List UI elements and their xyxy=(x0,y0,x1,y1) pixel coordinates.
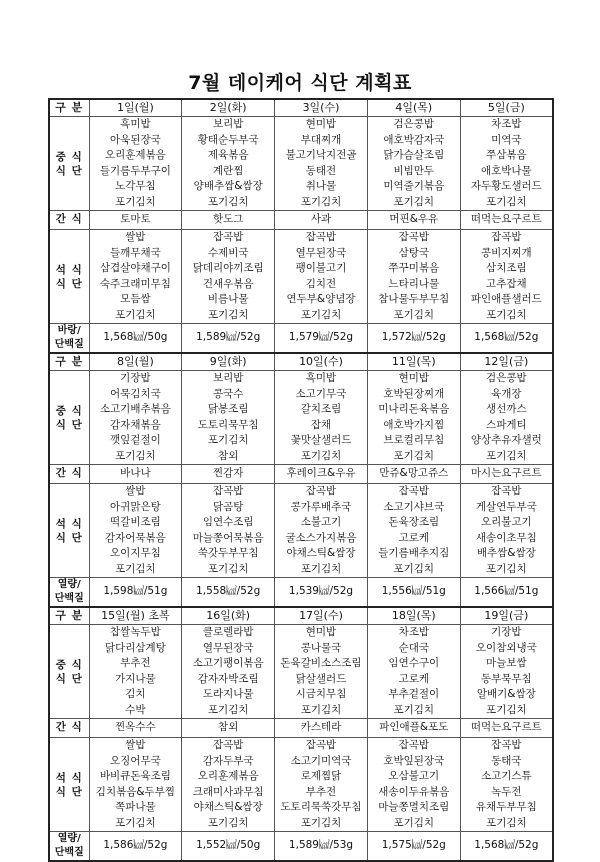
menu-item: 느타리나물 xyxy=(388,277,440,290)
menu-item: 고추잡채 xyxy=(486,277,527,290)
menu-item: 시금치무침 xyxy=(295,688,347,700)
menu-item: 마늘보쌈 xyxy=(486,657,527,669)
menu-item: 도토리묵무침 xyxy=(197,418,259,431)
menu-item: 오삼불고기 xyxy=(388,770,440,782)
snack-cell: 떠먹는요구르트 xyxy=(460,211,553,230)
snack-cell: 카스테라 xyxy=(275,719,368,738)
lunch-cell xyxy=(182,371,275,465)
menu-item: 콩국수 xyxy=(212,387,244,400)
menu-item: 콩가루배추국 xyxy=(290,500,352,513)
menu-item: 들기름배추지짐 xyxy=(378,547,450,559)
dinner-cell xyxy=(460,738,553,832)
menu-item: 스파게티 xyxy=(486,418,527,431)
snack-cell: 참외 xyxy=(182,719,275,738)
menu-item: 포기김치 xyxy=(115,562,156,575)
calorie-protein-cell: 1,589㎉/52g xyxy=(182,324,275,354)
menu-item: 돈육장조림 xyxy=(388,516,440,528)
dinner-cell xyxy=(89,230,182,324)
menu-item: 자두황도샐러드 xyxy=(470,180,542,192)
lunch-row xyxy=(49,371,553,465)
calorie-protein-cell: 1,575㎉/52g xyxy=(367,832,460,862)
dinner-label: 석 식 식 단 xyxy=(49,484,89,578)
lunch-cell xyxy=(367,117,460,211)
day-header: 9일(화) xyxy=(182,353,275,371)
menu-item: 잡곡밥 xyxy=(212,231,244,243)
menu-item: 포기김치 xyxy=(115,449,156,462)
menu-item: 순대국 xyxy=(398,641,429,654)
lunch-cell xyxy=(275,625,368,719)
menu-item: 어묵김치국 xyxy=(110,387,161,400)
dinner-cell xyxy=(367,230,460,324)
calorie-protein-cell: 1,568㎉/52g xyxy=(460,832,553,862)
snack-row xyxy=(49,211,553,230)
snack-cell: 떠먹는요구르트 xyxy=(460,719,553,738)
dinner-cell xyxy=(182,230,275,324)
snack-cell: 마시는요구르트 xyxy=(460,465,553,484)
day-header: 10일(수) xyxy=(275,353,368,371)
dinner-row xyxy=(49,738,553,832)
snack-cell: 찐감자 xyxy=(182,465,275,484)
menu-item: 들깨무채국 xyxy=(110,246,161,259)
lunch-cell xyxy=(460,625,553,719)
menu-item: 임연수조림 xyxy=(202,516,254,528)
menu-item: 기장밥 xyxy=(491,626,522,638)
snack-label: 간 식 xyxy=(49,211,89,230)
menu-item: 비빔만두 xyxy=(393,164,435,177)
menu-item: 잡곡밥 xyxy=(398,739,429,751)
menu-item: 부추겉절이 xyxy=(388,688,440,700)
menu-item: 쭈삼볶음 xyxy=(486,149,527,161)
menu-item: 육개장 xyxy=(491,387,522,400)
menu-item: 잡곡밥 xyxy=(398,485,429,497)
menu-item: 애호박나물 xyxy=(480,164,532,177)
menu-item: 포기김치 xyxy=(300,449,342,462)
menu-item: 기장밥 xyxy=(120,372,151,384)
menu-item: 알배기&쌈장 xyxy=(476,688,536,700)
menu-item: 포기김치 xyxy=(115,308,156,321)
menu-item: 차조밥 xyxy=(398,626,429,638)
menu-item: 포기김치 xyxy=(300,308,342,321)
day-header-row xyxy=(49,99,553,117)
lunch-row xyxy=(49,625,553,719)
menu-item: 닭곰탕 xyxy=(212,500,244,513)
menu-item: 로제찜닭 xyxy=(300,770,342,782)
menu-item: 마늘쫑어묵볶음 xyxy=(192,531,264,544)
menu-item: 포기김치 xyxy=(393,816,435,829)
menu-item: 삼탕국 xyxy=(398,246,429,259)
menu-item: 포기김치 xyxy=(300,562,342,575)
snack-cell: 핫도그 xyxy=(182,211,275,230)
menu-item: 크래미사과무침 xyxy=(192,785,264,798)
menu-item: 쌀밥 xyxy=(125,739,146,751)
menu-item: 잡곡밥 xyxy=(212,485,244,497)
menu-item: 새송이초무침 xyxy=(475,531,537,544)
menu-item: 포기김치 xyxy=(300,703,342,716)
menu-item: 돈육갈비소스조림 xyxy=(280,657,362,669)
menu-item: 들기름두부구이 xyxy=(99,164,171,177)
snack-cell: 사과 xyxy=(275,211,368,230)
lunch-cell xyxy=(367,625,460,719)
menu-item: 보리밥 xyxy=(212,372,244,384)
calorie-protein-cell: 1,598㎉/51g xyxy=(89,578,182,608)
snack-cell: 머핀&우유 xyxy=(367,211,460,230)
menu-item: 검은콩밥 xyxy=(393,118,435,130)
menu-item: 동태전 xyxy=(305,164,337,177)
menu-item: 닭데리야끼조림 xyxy=(192,262,264,274)
menu-item: 열무된장국 xyxy=(202,641,254,654)
calorie-protein-cell: 1,572㎉/52g xyxy=(367,324,460,354)
menu-item: 포기김치 xyxy=(486,562,527,575)
menu-item: 잡곡밥 xyxy=(212,739,244,751)
lunch-cell xyxy=(367,371,460,465)
calorie-protein-cell: 1,568㎉/50g xyxy=(89,324,182,354)
menu-item: 잡곡밥 xyxy=(491,231,522,243)
division-label: 구 분 xyxy=(49,607,89,625)
menu-item: 새송이두유볶음 xyxy=(378,785,450,798)
menu-item: 가지나물 xyxy=(115,672,156,685)
menu-item: 마늘쫑멸치조림 xyxy=(378,801,450,813)
menu-item: 닭가슴살조림 xyxy=(383,149,445,161)
menu-item: 잡곡밥 xyxy=(305,485,337,497)
menu-item: 양상추유자샐럿 xyxy=(470,434,542,446)
lunch-cell xyxy=(275,117,368,211)
menu-item: 쭈꾸미볶음 xyxy=(388,262,440,274)
lunch-cell xyxy=(89,117,182,211)
menu-item: 현미밥 xyxy=(305,118,337,130)
menu-item: 흑미밥 xyxy=(120,118,151,130)
menu-item: 취나물 xyxy=(305,180,337,192)
menu-item: 게살연두부국 xyxy=(475,500,537,513)
division-label: 구 분 xyxy=(49,353,89,371)
calorie-protein-cell: 1,558㎉/52g xyxy=(182,578,275,608)
menu-item: 황태순두부국 xyxy=(197,133,259,146)
menu-item: 차조밥 xyxy=(491,118,522,130)
menu-item: 김치볶음&두부찜 xyxy=(95,785,175,798)
menu-item: 오이참외냉국 xyxy=(475,641,537,654)
menu-item: 수박 xyxy=(125,703,146,716)
menu-item: 아욱된장국 xyxy=(110,133,161,146)
menu-item: 연두부&양념장 xyxy=(286,293,356,305)
calorie-protein-cell: 1,556㎉/51g xyxy=(367,578,460,608)
menu-item: 꽃맛살샐러드 xyxy=(290,434,352,446)
menu-item: 굴소스가지볶음 xyxy=(285,531,357,544)
menu-item: 삼겹살야채구이 xyxy=(99,262,171,274)
menu-item: 제육볶음 xyxy=(207,149,249,161)
menu-item: 닭다리삼계탕 xyxy=(104,641,166,654)
menu-item: 현미밥 xyxy=(305,626,337,638)
menu-item: 유채두부무침 xyxy=(475,801,537,813)
menu-item: 잡곡밥 xyxy=(305,739,337,751)
calorie-protein-cell: 1,589㎉/53g xyxy=(275,832,368,862)
lunch-cell xyxy=(460,117,553,211)
menu-item: 미나리돈육볶음 xyxy=(378,403,450,415)
menu-item: 김치 xyxy=(125,688,146,700)
snack-row xyxy=(49,719,553,738)
menu-item: 소고기배추볶음 xyxy=(99,403,171,415)
calorie-protein-cell: 1,552㎉/50g xyxy=(182,832,275,862)
calorie-protein-cell: 1,586㎉/52g xyxy=(89,832,182,862)
menu-item: 소불고기 xyxy=(300,516,342,528)
calorie-protein-label: 열량/ 단백질 xyxy=(49,578,89,608)
menu-item: 오징어무국 xyxy=(110,754,161,767)
menu-item: 포기김치 xyxy=(300,195,342,208)
menu-item: 잡채 xyxy=(310,418,332,431)
calorie-protein-row xyxy=(49,324,553,354)
menu-item: 야채스틱&쌈장 xyxy=(193,801,263,813)
menu-item: 팽이불고기 xyxy=(295,262,347,274)
calorie-protein-row xyxy=(49,578,553,608)
day-header: 1일(월) xyxy=(89,99,182,117)
menu-item: 깻잎겉절이 xyxy=(110,434,161,446)
day-header: 17일(수) xyxy=(275,607,368,625)
menu-item: 쑥갓두부무침 xyxy=(197,547,259,559)
menu-item: 참외 xyxy=(218,449,239,462)
menu-item: 검은콩밥 xyxy=(486,372,527,384)
menu-item: 잡곡밥 xyxy=(491,739,522,751)
menu-item: 참나물두부무침 xyxy=(378,293,450,305)
menu-item: 비름나물 xyxy=(207,293,249,305)
lunch-cell xyxy=(89,371,182,465)
calorie-protein-cell: 1,539㎉/52g xyxy=(275,578,368,608)
menu-item: 동태국 xyxy=(491,754,522,767)
day-header: 5일(금) xyxy=(460,99,553,117)
menu-item: 소고기스튜 xyxy=(480,770,532,782)
day-header: 19일(금) xyxy=(460,607,553,625)
lunch-cell xyxy=(89,625,182,719)
calorie-protein-label: 열량/ 단백질 xyxy=(49,832,89,862)
lunch-cell xyxy=(182,117,275,211)
meal-plan-table xyxy=(48,98,554,862)
calorie-protein-cell: 1,566㎉/51g xyxy=(460,578,553,608)
dinner-cell xyxy=(182,484,275,578)
dinner-cell xyxy=(367,484,460,578)
menu-item: 포기김치 xyxy=(207,816,249,829)
day-header-row xyxy=(49,607,553,625)
snack-row xyxy=(49,465,553,484)
lunch-cell xyxy=(182,625,275,719)
menu-item: 오리훈제볶음 xyxy=(104,149,166,161)
calorie-protein-cell: 1,568㎉/52g xyxy=(460,324,553,354)
menu-item: 쌀밥 xyxy=(125,231,146,243)
menu-item: 야채스틱&쌈장 xyxy=(286,547,356,559)
menu-item: 포기김치 xyxy=(486,195,527,208)
menu-item: 소고기미역국 xyxy=(290,754,352,767)
menu-item: 임연수구이 xyxy=(388,657,440,669)
dinner-cell xyxy=(460,230,553,324)
lunch-cell xyxy=(275,371,368,465)
lunch-label: 중 식 식 단 xyxy=(49,371,89,465)
menu-item: 포기김치 xyxy=(115,195,156,208)
menu-item: 포기김치 xyxy=(393,308,435,321)
menu-item: 포기김치 xyxy=(300,816,342,829)
dinner-cell xyxy=(89,738,182,832)
menu-item: 포기김치 xyxy=(207,195,249,208)
dinner-cell xyxy=(182,738,275,832)
day-header: 8일(월) xyxy=(89,353,182,371)
menu-item: 포기김치 xyxy=(486,308,527,321)
menu-item: 감자어묵볶음 xyxy=(104,531,166,544)
menu-item: 애호박감자국 xyxy=(383,133,445,146)
menu-item: 감자채볶음 xyxy=(110,418,161,431)
menu-item: 포기김치 xyxy=(207,562,249,575)
menu-item: 포기김치 xyxy=(486,703,527,716)
menu-item: 포기김치 xyxy=(393,703,435,716)
day-header: 16일(화) xyxy=(182,607,275,625)
dinner-cell xyxy=(275,738,368,832)
menu-item: 모듬쌈 xyxy=(120,293,151,305)
day-header-row xyxy=(49,353,553,371)
day-header: 4일(목) xyxy=(367,99,460,117)
dinner-label: 석 식 식 단 xyxy=(49,738,89,832)
menu-item: 감자두부국 xyxy=(202,754,254,767)
calorie-protein-row xyxy=(49,832,553,862)
day-header: 15일(월) 초복 xyxy=(89,607,182,625)
menu-item: 오리훈제볶음 xyxy=(197,770,259,782)
lunch-row xyxy=(49,117,553,211)
menu-item: 포기김치 xyxy=(207,703,249,716)
snack-cell: 토마토 xyxy=(89,211,182,230)
menu-item: 열무된장국 xyxy=(295,246,347,259)
menu-item: 소고기팽이볶음 xyxy=(192,657,264,669)
day-header: 3일(수) xyxy=(275,99,368,117)
day-header: 12일(금) xyxy=(460,353,553,371)
menu-item: 바비큐돈육조림 xyxy=(99,770,171,782)
day-header: 2일(화) xyxy=(182,99,275,117)
snack-cell: 만쥬&망고쥬스 xyxy=(367,465,460,484)
dinner-row xyxy=(49,230,553,324)
menu-item: 미역줄기볶음 xyxy=(383,180,445,192)
dinner-cell xyxy=(460,484,553,578)
menu-item: 호박된장찌개 xyxy=(383,387,445,400)
menu-item: 포기김치 xyxy=(207,434,249,446)
menu-item: 소고기무국 xyxy=(295,387,347,400)
lunch-cell xyxy=(460,371,553,465)
menu-item: 생선까스 xyxy=(486,403,527,415)
menu-item: 아귀맑은탕 xyxy=(110,500,161,513)
menu-item: 잡곡밥 xyxy=(491,485,522,497)
menu-item: 갈치조림 xyxy=(300,403,342,415)
menu-item: 포기김치 xyxy=(207,308,249,321)
dinner-cell xyxy=(275,230,368,324)
menu-item: 양배추쌈&쌈장 xyxy=(193,180,263,192)
menu-item: 콩비지찌개 xyxy=(480,246,532,259)
snack-label: 간 식 xyxy=(49,465,89,484)
menu-item: 감자자박조림 xyxy=(197,672,259,685)
menu-item: 브로컬리무침 xyxy=(383,434,445,446)
menu-item: 도토리묵쑥갓무침 xyxy=(280,801,362,813)
dinner-cell xyxy=(367,738,460,832)
menu-item: 도라지나물 xyxy=(202,688,254,700)
menu-item: 파인애플샐러드 xyxy=(470,293,542,305)
menu-item: 부추전 xyxy=(120,657,151,669)
dinner-cell xyxy=(89,484,182,578)
menu-item: 건새우볶음 xyxy=(202,277,254,290)
menu-item: 김치전 xyxy=(305,277,337,290)
menu-item: 포기김치 xyxy=(115,816,156,829)
menu-item: 포기김치 xyxy=(486,816,527,829)
menu-item: 수제비국 xyxy=(207,246,249,259)
menu-item: 삼치조림 xyxy=(486,262,527,274)
menu-item: 떡갈비조림 xyxy=(110,516,161,528)
menu-item: 잡곡밥 xyxy=(305,231,337,243)
snack-cell: 후레이크&우유 xyxy=(275,465,368,484)
lunch-label: 중 식 식 단 xyxy=(49,625,89,719)
menu-item: 포기김치 xyxy=(393,449,435,462)
menu-item: 찹쌀녹두밥 xyxy=(110,626,161,638)
menu-item: 오리불고기 xyxy=(480,516,532,528)
menu-item: 현미밥 xyxy=(398,372,429,384)
menu-item: 미역국 xyxy=(491,133,522,146)
day-header: 11일(목) xyxy=(367,353,460,371)
menu-item: 노각무침 xyxy=(115,180,156,192)
menu-item: 콩나물국 xyxy=(300,641,342,654)
menu-item: 고로케 xyxy=(398,672,429,685)
snack-cell: 찐옥수수 xyxy=(89,719,182,738)
menu-item: 오이지무침 xyxy=(110,547,161,559)
menu-item: 숙주크래미무침 xyxy=(99,277,171,290)
menu-item: 불고기낙지전골 xyxy=(285,149,357,161)
snack-cell: 파인애플&포도 xyxy=(367,719,460,738)
menu-item: 계란찜 xyxy=(212,164,244,177)
menu-item: 포기김치 xyxy=(393,195,435,208)
calorie-protein-cell: 1,579㎉/52g xyxy=(275,324,368,354)
menu-item: 부대찌개 xyxy=(300,133,342,146)
snack-cell: 바나나 xyxy=(89,465,182,484)
menu-item: 녹두전 xyxy=(491,785,522,798)
menu-item: 흑미밥 xyxy=(305,372,337,384)
snack-label: 간 식 xyxy=(49,719,89,738)
menu-item: 고로케 xyxy=(398,531,429,544)
menu-item: 닭봉조림 xyxy=(207,403,249,415)
day-header: 18일(목) xyxy=(367,607,460,625)
menu-item: 배추쌈&쌈장 xyxy=(476,547,536,559)
menu-item: 잡곡밥 xyxy=(398,231,429,243)
menu-item: 쪽파나물 xyxy=(115,801,156,813)
dinner-label: 석 식 식 단 xyxy=(49,230,89,324)
dinner-cell xyxy=(275,484,368,578)
menu-item: 보리밥 xyxy=(212,118,244,130)
dinner-row xyxy=(49,484,553,578)
calorie-protein-label: 바랑/ 단백질 xyxy=(49,324,89,354)
menu-item: 포기김치 xyxy=(393,562,435,575)
menu-item: 소고기샤브국 xyxy=(383,500,445,513)
menu-item: 동부묵무침 xyxy=(480,672,532,685)
menu-item: 호박잎된장국 xyxy=(383,754,445,767)
menu-item: 닭살샐러드 xyxy=(295,672,347,685)
menu-item: 쌀밥 xyxy=(125,485,146,497)
menu-item: 부추전 xyxy=(305,785,337,798)
menu-item: 포기김치 xyxy=(486,449,527,462)
division-label: 구 분 xyxy=(49,99,89,117)
page-title: 7월 데이케어 식단 계획표 xyxy=(188,72,412,94)
menu-item: 클로렐라밥 xyxy=(202,626,254,638)
menu-item: 애호박가지찜 xyxy=(383,418,445,431)
lunch-label: 중 식 식 단 xyxy=(49,117,89,211)
